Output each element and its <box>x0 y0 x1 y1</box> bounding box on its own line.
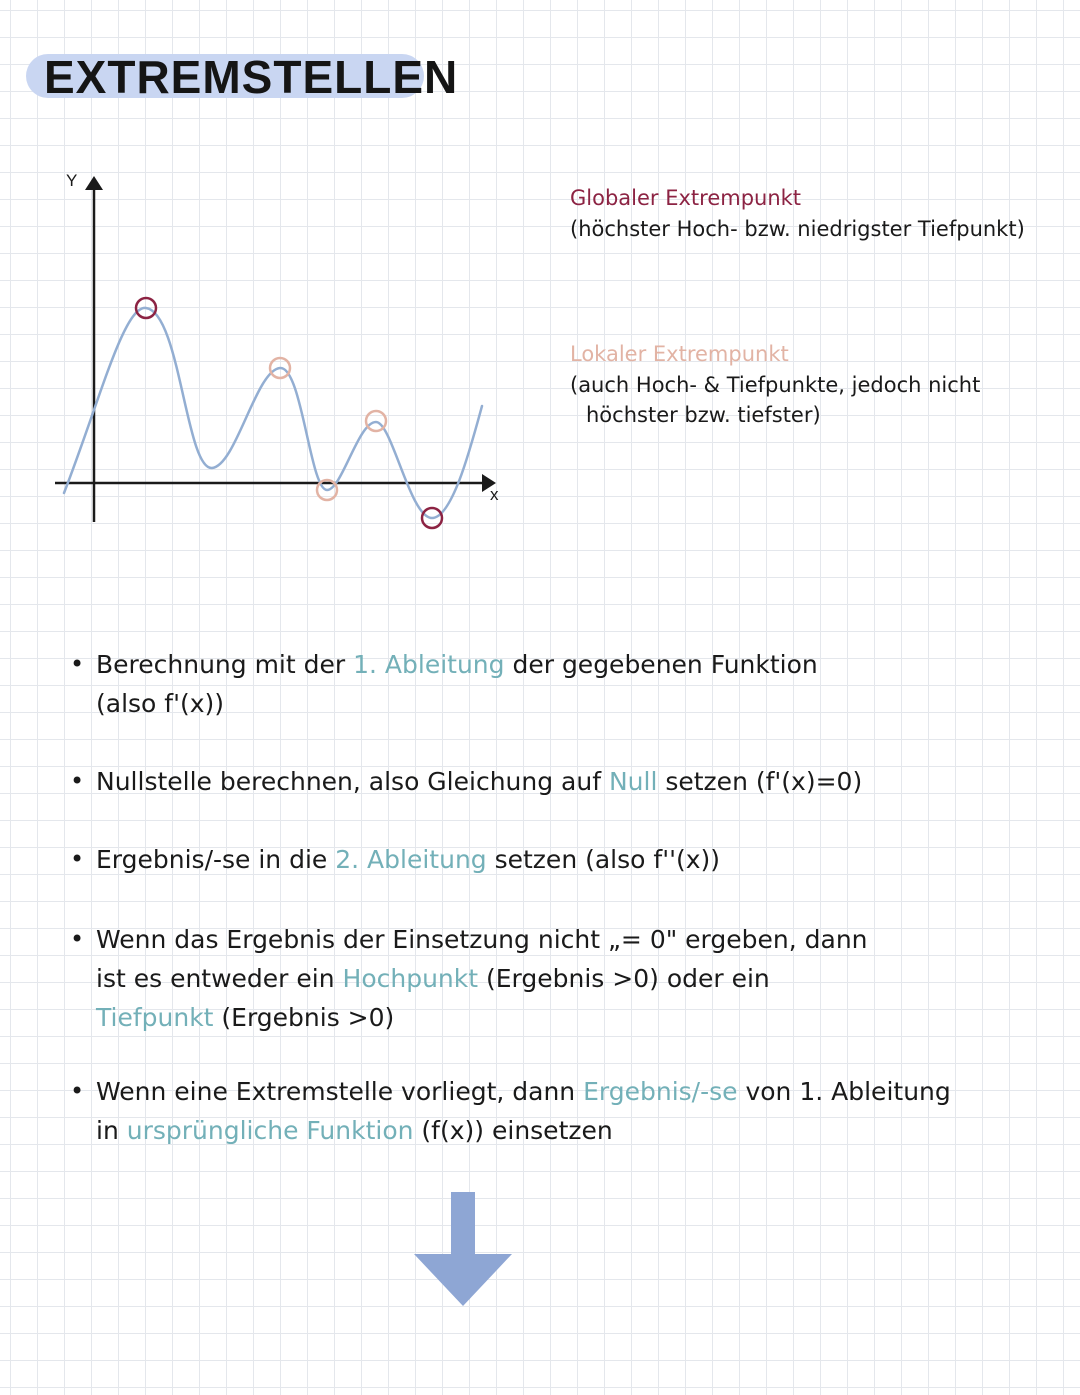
highlight-second-derivative: 2. Ableitung <box>335 845 487 874</box>
legend-local-title: Lokaler Extrempunkt <box>570 342 789 366</box>
highlight-minimum: Tiefpunkt <box>96 1003 214 1032</box>
function-curve <box>64 308 482 518</box>
bullet-text <box>70 762 1030 801</box>
bullet-text-part: Wenn das Ergebnis der Einsetzung nicht „= 0" ergeben, dann <box>96 925 868 954</box>
bullet-dot: • <box>70 767 85 795</box>
bullet-first-derivative <box>70 645 1030 723</box>
bullet-insert-original <box>70 1072 1030 1150</box>
bullet-second-derivative <box>70 840 1030 879</box>
bullet-dot: • <box>70 845 85 873</box>
bullet-text-part: Wenn eine Extremstelle vorliegt, dann <box>96 1077 584 1106</box>
bullet-text-part: (Ergebnis >0) <box>213 1003 395 1032</box>
legend-local <box>570 342 980 434</box>
bullet-text-part: (f(x)) einsetzen <box>413 1116 613 1145</box>
bullet-text <box>70 840 1030 879</box>
bullet-text-part: der gegebenen Funktion <box>504 650 818 679</box>
page-title: EXTREMSTELLEN <box>44 51 459 103</box>
bullet-text-part: (Ergebnis >0) oder ein <box>478 964 770 993</box>
bullet-zero <box>70 762 1030 801</box>
legend-global-title: Globaler Extrempunkt <box>570 186 802 210</box>
y-axis-label: Y <box>66 171 78 190</box>
bullet-dot: • <box>70 650 85 678</box>
y-axis-arrowhead <box>85 176 103 190</box>
highlight-first-derivative: 1. Ableitung <box>353 650 505 679</box>
title-block <box>22 52 458 102</box>
bullet-text <box>70 645 1030 723</box>
bullet-dot: • <box>70 925 85 953</box>
highlight-maximum: Hochpunkt <box>342 964 479 993</box>
x-axis-label: x <box>490 485 499 504</box>
down-arrow-icon <box>414 1192 512 1308</box>
bullet-evaluation <box>70 920 1030 1037</box>
highlight-results: Ergebnis/-se <box>583 1077 738 1106</box>
highlight-zero: Null <box>608 767 658 796</box>
legend-global <box>570 186 1025 248</box>
bullet-text-part: Ergebnis/-se in die <box>96 845 336 874</box>
bullet-text <box>70 1072 1030 1150</box>
highlight-original-function: ursprüngliche Funktion <box>126 1116 414 1145</box>
bullet-text-part: in <box>96 1116 127 1145</box>
bullet-text-part: Berechnung mit der <box>96 650 354 679</box>
bullet-text-part: ist es entweder ein <box>96 964 343 993</box>
bullet-text-part: setzen (f'(x)=0) <box>657 767 863 796</box>
bullet-text-part: setzen (also f''(x)) <box>486 845 720 874</box>
legend-local-desc-line2: höchster bzw. tiefster) <box>586 403 821 427</box>
extremum-graph <box>40 160 520 540</box>
legend-global-desc: (höchster Hoch- bzw. niedrigster Tiefpunkt) <box>570 217 1025 241</box>
bullet-text-part: von 1. Ableitung <box>737 1077 951 1106</box>
bullet-text-part: Nullstelle berechnen, also Gleichung auf <box>96 767 609 796</box>
legend-local-desc-line1: (auch Hoch- & Tiefpunkte, jedoch nicht <box>570 373 981 397</box>
bullet-dot: • <box>70 1077 85 1105</box>
bullet-text-part: (also f'(x)) <box>96 689 225 718</box>
bullet-text <box>70 920 1030 1037</box>
